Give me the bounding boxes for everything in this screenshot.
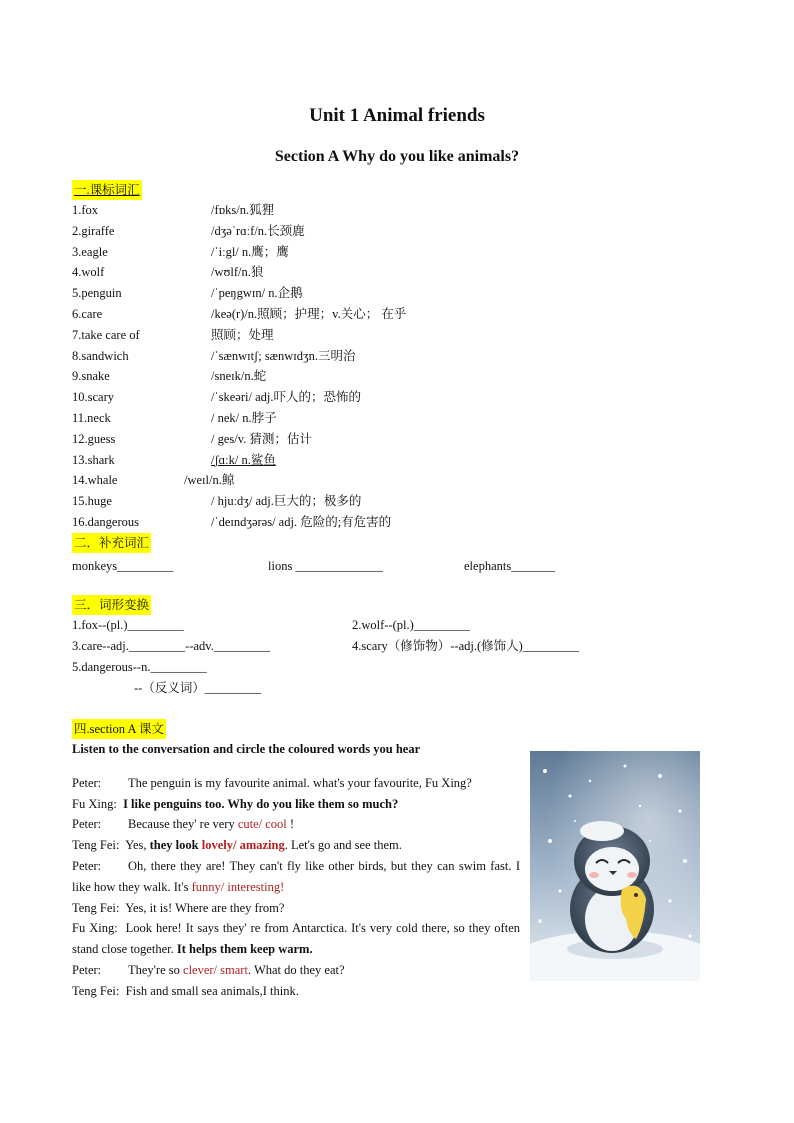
exercise-row [72,678,732,699]
vocab-item [72,325,732,346]
supplementary-words [72,555,732,577]
vocab-definition: /ˈskeəri/ adj.吓人的；恐怖的 [211,390,361,405]
speaker-name: Peter: [72,775,102,790]
vocab-word: 4.wolf [72,265,105,280]
vocab-definition: /dʒəˈrɑːf/n.长颈鹿 [211,223,305,238]
exercise-row [72,636,732,657]
vocab-word: 1.fox [72,203,99,217]
dialog-line [72,794,520,815]
speaker-name: Peter: [72,817,102,832]
vocab-definition: /ˈpeŋgwɪn/ n.企鹅 [211,286,303,301]
dialog-line [72,981,520,1002]
vocab-word: 6.care [72,306,103,321]
dialog-line [72,814,520,835]
dialog-text: Yes, [125,838,150,853]
vocab-word: 3.eagle [72,244,108,259]
exercise-wolf-plural[interactable]: 2.wolf--(pl.)_________ [352,617,471,632]
circle-choice-lovely-amazing[interactable]: lovely/ amazing [201,838,285,853]
exercise-row [72,615,732,636]
vocab-word: 12.guess [72,431,116,446]
vocab-word: 14.whale [72,473,118,488]
vocab-definition: /wʊlf/n.狼 [211,265,264,280]
dialog-text: . What do they eat? [247,962,345,977]
section3-heading-text: 三．词形变换 [72,595,151,615]
exercise-fox-plural[interactable]: 1.fox--(pl.)_________ [72,617,184,632]
vocab-word: 9.snake [72,369,110,384]
vocab-item [72,470,732,491]
dialog-text-bold: they look [149,838,202,853]
vocab-item [72,242,732,263]
vocab-definition: /ˈiːgl/ n.鹰；鹰 [211,244,289,259]
vocab-item [72,366,732,387]
dialog-text: Look here! It says they' re from Antarctica. It's very cold there, so they often stand close together. [72,921,520,957]
vocab-definition: / nek/ n.脖子 [211,410,277,425]
exercise-care-forms[interactable]: 3.care--adj._________--adv._________ [72,638,271,653]
vocab-item [72,491,732,512]
section3-heading [72,595,732,615]
circle-choice-cute-cool[interactable]: cute/ cool [237,817,287,832]
section4-heading-text: 四.section A 课文 [72,719,166,739]
dialog-text: They're so [128,962,184,977]
speaker-name: Peter: [72,962,102,977]
dialog-line [72,898,520,919]
exercise-dangerous-noun[interactable]: 5.dangerous--n._________ [72,659,207,674]
vocab-word: 11.neck [72,410,111,425]
vocab-definition: / ges/v. 猜测；估计 [211,431,312,446]
vocab-definition: 照顾；处理 [211,327,274,342]
vocab-word: 2.giraffe [72,223,115,238]
vocab-item [72,346,732,367]
blank-lions[interactable]: lions ______________ [268,558,383,573]
penguin-illustration [530,751,700,981]
vocab-item [72,387,732,408]
vocab-word: 16.dangerous [72,514,139,529]
vocab-definition: /sneɪk/n.蛇 [211,369,267,384]
vocab-item [72,262,732,283]
exercise-dangerous-antonym[interactable]: --（反义词）_________ [134,680,262,695]
dialog-text: . Let's go and see them. [284,838,402,853]
vocab-item [72,283,732,304]
vocab-word: 13.shark [72,452,115,467]
vocab-word: 5.penguin [72,286,122,301]
section1-heading-text: 一.课标词汇 [72,180,142,200]
speaker-name: Teng Fei: [72,838,120,853]
speaker-name: Fu Xing: [72,796,117,811]
dialog-text: Fish and small sea animals,I think. [125,983,299,998]
vocab-list [72,200,732,533]
vocab-definition: /keə(r)/n.照顾；护理；v.关心； 在乎 [211,306,407,321]
blank-monkeys[interactable]: monkeys_________ [72,558,174,573]
vocab-item [72,450,732,471]
dialog-text: ! [286,817,295,832]
vocab-item [72,221,732,242]
vocab-item [72,304,732,325]
vocab-definition: /ʃɑːk/ n.鲨鱼 [211,452,276,467]
blank-elephants[interactable]: elephants_______ [464,558,555,573]
dialog-text: I like penguins too. Why do you like them so much? [123,796,399,811]
vocab-definition: / hjuːdʒ/ adj.巨大的；极多的 [211,494,362,509]
dialog-line [72,960,520,981]
conversation [72,773,520,1002]
dialog-line [72,918,520,960]
listening-instruction: Listen to the conversation and circle the coloured words you hear [72,741,421,756]
section4-heading [72,719,732,739]
section1-heading [72,180,732,200]
speaker-name: Teng Fei: [72,983,120,998]
vocab-word: 10.scary [72,390,114,405]
dialog-text: The penguin is my favourite animal. what's your favourite, Fu Xing? [128,775,472,790]
vocab-definition: /weɪl/n.鲸 [184,473,235,488]
dialog-line [72,773,520,794]
circle-choice-funny-interesting[interactable]: funny/ interesting! [191,879,285,894]
dialog-line [72,835,520,856]
dialog-text: Oh, there they are! They can't fly like other birds, but they can swim fast. I like how they walk. It's [72,858,520,894]
page-title: Unit 1 Animal friends [309,105,485,126]
vocab-item [72,200,732,221]
dialog-line [72,856,520,898]
vocab-item [72,429,732,450]
speaker-name: Teng Fei: [72,900,120,915]
section2-heading-text: 二．补充词汇 [72,533,151,553]
dialog-text-bold: It helps them keep warm. [176,942,313,957]
section2-heading [72,533,732,553]
section-subtitle: Section A Why do you like animals? [274,148,520,165]
speaker-name: Peter: [72,858,102,873]
vocab-definition: /fɒks/n.狐狸 [211,203,275,217]
vocab-item [72,512,732,533]
vocab-word: 8.sandwich [72,348,129,363]
speaker-name: Fu Xing: [72,921,118,936]
dialog-text: Because they' re very [128,817,238,832]
vocab-definition: /ˈdeɪndʒərəs/ adj. 危险的;有危害的 [211,514,392,529]
exercise-row [72,657,732,678]
circle-choice-clever-smart[interactable]: clever/ smart [183,962,248,977]
dialog-text: Yes, it is! Where are they from? [125,900,285,915]
vocab-definition: /ˈsænwɪtʃ; sænwɪdʒn.三明治 [211,348,356,363]
exercise-scary-forms[interactable]: 4.scary（修饰物）--adj.(修饰人)_________ [352,638,580,653]
vocab-item [72,408,732,429]
vocab-word: 15.huge [72,494,112,509]
vocab-word: 7.take care of [72,327,140,342]
